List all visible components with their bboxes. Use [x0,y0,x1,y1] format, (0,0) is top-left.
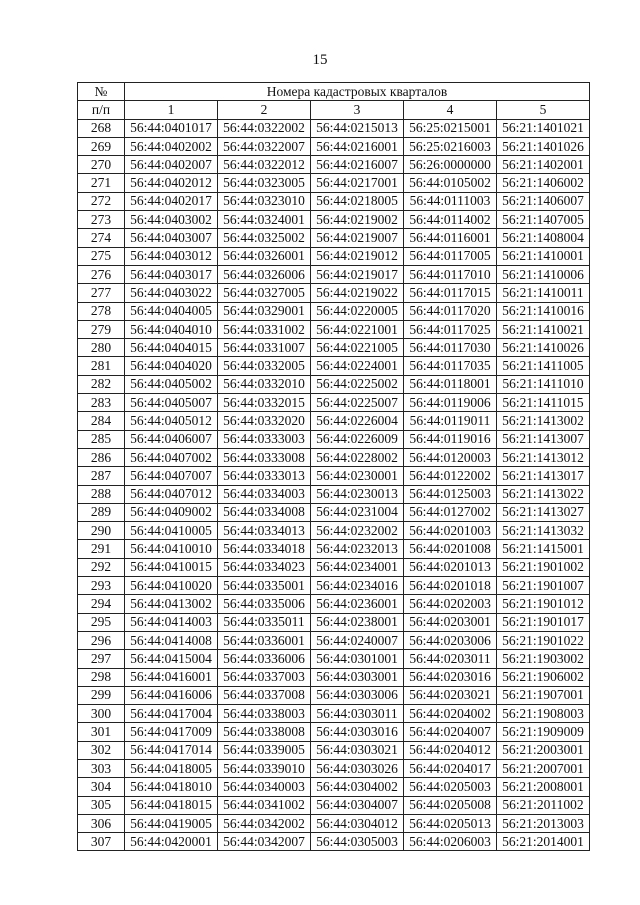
cadastral-number-cell: 56:21:2007001 [497,759,590,777]
cadastral-number-cell: 56:44:0402007 [125,156,218,174]
row-number-cell: 281 [78,357,125,375]
row-number-cell: 273 [78,211,125,229]
table-row [78,394,590,412]
cadastral-number-cell: 56:21:1410006 [497,265,590,283]
row-number-cell: 287 [78,467,125,485]
table-row [78,668,590,686]
header-num-symbol: № [78,83,125,101]
table-row [78,357,590,375]
row-number-cell: 301 [78,723,125,741]
cadastral-number-cell: 56:21:1408004 [497,229,590,247]
cadastral-number-cell: 56:25:0215001 [404,119,497,137]
cadastral-number-cell: 56:44:0201008 [404,540,497,558]
cadastral-number-cell: 56:44:0119011 [404,412,497,430]
cadastral-number-cell: 56:44:0407007 [125,467,218,485]
cadastral-number-cell: 56:44:0204012 [404,741,497,759]
cadastral-number-cell: 56:21:1901007 [497,577,590,595]
cadastral-number-cell: 56:44:0332020 [218,412,311,430]
cadastral-number-cell: 56:44:0234001 [311,558,404,576]
cadastral-number-cell: 56:44:0201013 [404,558,497,576]
table-row [78,741,590,759]
cadastral-number-cell: 56:44:0415004 [125,650,218,668]
row-number-cell: 288 [78,485,125,503]
table-row [78,265,590,283]
cadastral-number-cell: 56:44:0340003 [218,778,311,796]
cadastral-number-cell: 56:44:0403002 [125,211,218,229]
cadastral-number-cell: 56:44:0405002 [125,375,218,393]
cadastral-number-cell: 56:44:0336006 [218,650,311,668]
table-row [78,631,590,649]
cadastral-number-cell: 56:44:0232002 [311,522,404,540]
table-row [78,156,590,174]
cadastral-number-cell: 56:44:0111003 [404,192,497,210]
cadastral-number-cell: 56:44:0404020 [125,357,218,375]
cadastral-number-cell: 56:21:1901017 [497,613,590,631]
cadastral-number-cell: 56:44:0326001 [218,247,311,265]
cadastral-number-cell: 56:21:1908003 [497,705,590,723]
header-row-columns [78,101,590,119]
cadastral-number-cell: 56:44:0417009 [125,723,218,741]
row-number-cell: 272 [78,192,125,210]
cadastral-number-cell: 56:44:0339010 [218,759,311,777]
cadastral-number-cell: 56:44:0410015 [125,558,218,576]
table-row [78,650,590,668]
cadastral-number-cell: 56:21:1411010 [497,375,590,393]
row-number-cell: 305 [78,796,125,814]
cadastral-number-cell: 56:44:0118001 [404,375,497,393]
cadastral-number-cell: 56:44:0205008 [404,796,497,814]
table-row [78,759,590,777]
cadastral-number-cell: 56:44:0219002 [311,211,404,229]
cadastral-number-cell: 56:44:0304002 [311,778,404,796]
cadastral-number-cell: 56:44:0304012 [311,814,404,832]
cadastral-number-cell: 56:44:0203011 [404,650,497,668]
cadastral-number-cell: 56:44:0403022 [125,284,218,302]
row-number-cell: 283 [78,394,125,412]
table-row [78,686,590,704]
cadastral-number-cell: 56:21:1402001 [497,156,590,174]
cadastral-number-cell: 56:44:0234016 [311,577,404,595]
cadastral-number-cell: 56:44:0334023 [218,558,311,576]
cadastral-number-cell: 56:44:0413002 [125,595,218,613]
cadastral-number-cell: 56:44:0226004 [311,412,404,430]
row-number-cell: 293 [78,577,125,595]
cadastral-number-cell: 56:44:0405007 [125,394,218,412]
cadastral-number-cell: 56:21:1907001 [497,686,590,704]
cadastral-number-cell: 56:44:0116001 [404,229,497,247]
cadastral-number-cell: 56:44:0224001 [311,357,404,375]
cadastral-number-cell: 56:44:0337003 [218,668,311,686]
row-number-cell: 271 [78,174,125,192]
cadastral-number-cell: 56:44:0342007 [218,833,311,851]
cadastral-number-cell: 56:44:0336001 [218,631,311,649]
cadastral-number-cell: 56:44:0117015 [404,284,497,302]
cadastral-number-cell: 56:44:0221001 [311,320,404,338]
cadastral-number-cell: 56:44:0335006 [218,595,311,613]
row-number-cell: 277 [78,284,125,302]
cadastral-number-cell: 56:21:2011002 [497,796,590,814]
cadastral-number-cell: 56:44:0205013 [404,814,497,832]
cadastral-number-cell: 56:44:0401017 [125,119,218,137]
table-row [78,375,590,393]
table-row [78,247,590,265]
cadastral-number-cell: 56:44:0204017 [404,759,497,777]
header-col-5: 5 [497,101,590,119]
row-number-cell: 290 [78,522,125,540]
cadastral-number-cell: 56:44:0202003 [404,595,497,613]
row-number-cell: 306 [78,814,125,832]
cadastral-number-cell: 56:21:2014001 [497,833,590,851]
table-row [78,339,590,357]
cadastral-number-cell: 56:21:2003001 [497,741,590,759]
cadastral-number-cell: 56:44:0334008 [218,503,311,521]
cadastral-number-cell: 56:21:1411015 [497,394,590,412]
cadastral-number-cell: 56:44:0120003 [404,448,497,466]
cadastral-number-cell: 56:21:1410021 [497,320,590,338]
cadastral-number-cell: 56:44:0404010 [125,320,218,338]
cadastral-number-cell: 56:21:1413027 [497,503,590,521]
cadastral-number-cell: 56:44:0410005 [125,522,218,540]
cadastral-number-cell: 56:44:0332010 [218,375,311,393]
row-number-cell: 299 [78,686,125,704]
cadastral-number-cell: 56:44:0219017 [311,265,404,283]
cadastral-number-cell: 56:44:0325002 [218,229,311,247]
table-row [78,796,590,814]
cadastral-number-cell: 56:44:0417014 [125,741,218,759]
cadastral-number-cell: 56:44:0335001 [218,577,311,595]
cadastral-number-cell: 56:21:1901002 [497,558,590,576]
cadastral-number-cell: 56:44:0333013 [218,467,311,485]
table-row [78,412,590,430]
cadastral-number-cell: 56:26:0000000 [404,156,497,174]
table-row [78,833,590,851]
cadastral-number-cell: 56:44:0217001 [311,174,404,192]
row-number-cell: 296 [78,631,125,649]
table-row [78,723,590,741]
cadastral-number-cell: 56:21:1411005 [497,357,590,375]
cadastral-number-cell: 56:44:0331007 [218,339,311,357]
cadastral-number-cell: 56:44:0407012 [125,485,218,503]
cadastral-number-cell: 56:44:0203016 [404,668,497,686]
cadastral-number-cell: 56:21:1413017 [497,467,590,485]
cadastral-number-cell: 56:44:0117010 [404,265,497,283]
cadastral-number-cell: 56:21:1407005 [497,211,590,229]
cadastral-number-cell: 56:21:2008001 [497,778,590,796]
table-row [78,211,590,229]
cadastral-blocks-table [77,82,590,851]
cadastral-number-cell: 56:44:0322012 [218,156,311,174]
cadastral-number-cell: 56:44:0404015 [125,339,218,357]
row-number-cell: 280 [78,339,125,357]
row-number-cell: 303 [78,759,125,777]
cadastral-number-cell: 56:21:1410026 [497,339,590,357]
cadastral-number-cell: 56:44:0231004 [311,503,404,521]
cadastral-number-cell: 56:44:0304007 [311,796,404,814]
row-number-cell: 294 [78,595,125,613]
table-row [78,302,590,320]
table-row [78,814,590,832]
cadastral-number-cell: 56:44:0327005 [218,284,311,302]
cadastral-number-cell: 56:44:0414008 [125,631,218,649]
cadastral-number-cell: 56:44:0205003 [404,778,497,796]
row-number-cell: 270 [78,156,125,174]
row-number-cell: 268 [78,119,125,137]
row-number-cell: 275 [78,247,125,265]
cadastral-number-cell: 56:44:0403012 [125,247,218,265]
cadastral-number-cell: 56:44:0219007 [311,229,404,247]
cadastral-number-cell: 56:44:0333008 [218,448,311,466]
table-row [78,705,590,723]
cadastral-number-cell: 56:21:1903002 [497,650,590,668]
cadastral-number-cell: 56:44:0125003 [404,485,497,503]
cadastral-number-cell: 56:44:0334003 [218,485,311,503]
cadastral-number-cell: 56:44:0303016 [311,723,404,741]
cadastral-number-cell: 56:44:0303001 [311,668,404,686]
cadastral-number-cell: 56:44:0225007 [311,394,404,412]
cadastral-number-cell: 56:44:0303026 [311,759,404,777]
cadastral-number-cell: 56:44:0402002 [125,137,218,155]
cadastral-number-cell: 56:44:0416001 [125,668,218,686]
cadastral-number-cell: 56:21:1413022 [497,485,590,503]
cadastral-number-cell: 56:44:0122002 [404,467,497,485]
header-col-3: 3 [311,101,404,119]
row-number-cell: 282 [78,375,125,393]
table-row [78,522,590,540]
cadastral-number-cell: 56:44:0203021 [404,686,497,704]
cadastral-number-cell: 56:21:1413032 [497,522,590,540]
cadastral-number-cell: 56:44:0225002 [311,375,404,393]
cadastral-number-cell: 56:21:1413012 [497,448,590,466]
cadastral-number-cell: 56:44:0232013 [311,540,404,558]
cadastral-number-cell: 56:44:0117005 [404,247,497,265]
row-number-cell: 274 [78,229,125,247]
cadastral-number-cell: 56:44:0127002 [404,503,497,521]
table-row [78,192,590,210]
cadastral-number-cell: 56:21:1401021 [497,119,590,137]
cadastral-number-cell: 56:44:0414003 [125,613,218,631]
table-row [78,485,590,503]
cadastral-number-cell: 56:21:1410001 [497,247,590,265]
table-row [78,320,590,338]
cadastral-number-cell: 56:44:0329001 [218,302,311,320]
cadastral-number-cell: 56:44:0303011 [311,705,404,723]
cadastral-number-cell: 56:44:0338003 [218,705,311,723]
cadastral-number-cell: 56:44:0215013 [311,119,404,137]
cadastral-number-cell: 56:44:0404005 [125,302,218,320]
table-row [78,558,590,576]
cadastral-number-cell: 56:44:0419005 [125,814,218,832]
cadastral-number-cell: 56:21:2013003 [497,814,590,832]
cadastral-number-cell: 56:21:1909009 [497,723,590,741]
cadastral-number-cell: 56:44:0324001 [218,211,311,229]
row-number-cell: 307 [78,833,125,851]
cadastral-number-cell: 56:44:0305003 [311,833,404,851]
cadastral-number-cell: 56:44:0334018 [218,540,311,558]
cadastral-number-cell: 56:44:0203001 [404,613,497,631]
cadastral-number-cell: 56:44:0201003 [404,522,497,540]
table-row [78,467,590,485]
header-num-sub: п/п [78,101,125,119]
row-number-cell: 300 [78,705,125,723]
cadastral-number-cell: 56:44:0230013 [311,485,404,503]
cadastral-number-cell: 56:21:1901022 [497,631,590,649]
cadastral-number-cell: 56:44:0402017 [125,192,218,210]
cadastral-number-cell: 56:44:0303006 [311,686,404,704]
cadastral-number-cell: 56:21:1413007 [497,430,590,448]
cadastral-number-cell: 56:21:1406007 [497,192,590,210]
table-row [78,577,590,595]
row-number-cell: 292 [78,558,125,576]
cadastral-number-cell: 56:44:0201018 [404,577,497,595]
cadastral-number-cell: 56:44:0407002 [125,448,218,466]
cadastral-number-cell: 56:44:0203006 [404,631,497,649]
cadastral-number-cell: 56:44:0204002 [404,705,497,723]
cadastral-number-cell: 56:44:0418015 [125,796,218,814]
table-row [78,778,590,796]
cadastral-number-cell: 56:44:0403017 [125,265,218,283]
cadastral-number-cell: 56:44:0322007 [218,137,311,155]
table-row [78,284,590,302]
table-row [78,137,590,155]
table-row [78,430,590,448]
cadastral-number-cell: 56:44:0117030 [404,339,497,357]
cadastral-number-cell: 56:21:1901012 [497,595,590,613]
cadastral-number-cell: 56:44:0418005 [125,759,218,777]
cadastral-number-cell: 56:44:0335011 [218,613,311,631]
cadastral-number-cell: 56:44:0409002 [125,503,218,521]
cadastral-number-cell: 56:44:0206003 [404,833,497,851]
cadastral-number-cell: 56:44:0334013 [218,522,311,540]
cadastral-number-cell: 56:44:0417004 [125,705,218,723]
table-row [78,229,590,247]
cadastral-number-cell: 56:44:0117020 [404,302,497,320]
header-col-4: 4 [404,101,497,119]
cadastral-number-cell: 56:44:0410020 [125,577,218,595]
cadastral-number-cell: 56:44:0117025 [404,320,497,338]
cadastral-number-cell: 56:44:0114002 [404,211,497,229]
table-row [78,119,590,137]
cadastral-number-cell: 56:44:0221005 [311,339,404,357]
cadastral-number-cell: 56:44:0105002 [404,174,497,192]
cadastral-number-cell: 56:44:0236001 [311,595,404,613]
table-row [78,503,590,521]
cadastral-number-cell: 56:44:0238001 [311,613,404,631]
header-group-title: Номера кадастровых кварталов [125,83,590,101]
cadastral-number-cell: 56:44:0119016 [404,430,497,448]
row-number-cell: 278 [78,302,125,320]
row-number-cell: 276 [78,265,125,283]
row-number-cell: 304 [78,778,125,796]
cadastral-number-cell: 56:44:0405012 [125,412,218,430]
row-number-cell: 302 [78,741,125,759]
cadastral-number-cell: 56:44:0303021 [311,741,404,759]
cadastral-number-cell: 56:44:0338008 [218,723,311,741]
cadastral-number-cell: 56:44:0332015 [218,394,311,412]
cadastral-number-cell: 56:44:0216001 [311,137,404,155]
cadastral-number-cell: 56:21:1410011 [497,284,590,302]
cadastral-number-cell: 56:44:0219022 [311,284,404,302]
cadastral-number-cell: 56:44:0240007 [311,631,404,649]
table-row [78,540,590,558]
row-number-cell: 297 [78,650,125,668]
cadastral-number-cell: 56:44:0326006 [218,265,311,283]
cadastral-number-cell: 56:44:0337008 [218,686,311,704]
cadastral-number-cell: 56:44:0331002 [218,320,311,338]
cadastral-number-cell: 56:21:1415001 [497,540,590,558]
cadastral-number-cell: 56:21:1413002 [497,412,590,430]
cadastral-number-cell: 56:44:0403007 [125,229,218,247]
cadastral-number-cell: 56:44:0228002 [311,448,404,466]
cadastral-number-cell: 56:21:1906002 [497,668,590,686]
row-number-cell: 284 [78,412,125,430]
cadastral-number-cell: 56:44:0117035 [404,357,497,375]
row-number-cell: 298 [78,668,125,686]
cadastral-number-cell: 56:44:0226009 [311,430,404,448]
cadastral-number-cell: 56:44:0341002 [218,796,311,814]
cadastral-number-cell: 56:44:0119006 [404,394,497,412]
cadastral-number-cell: 56:44:0323005 [218,174,311,192]
table-row [78,174,590,192]
row-number-cell: 279 [78,320,125,338]
table-row [78,448,590,466]
cadastral-number-cell: 56:44:0418010 [125,778,218,796]
table-body [78,119,590,851]
row-number-cell: 286 [78,448,125,466]
cadastral-number-cell: 56:44:0219012 [311,247,404,265]
cadastral-number-cell: 56:44:0204007 [404,723,497,741]
cadastral-number-cell: 56:44:0333003 [218,430,311,448]
cadastral-number-cell: 56:25:0216003 [404,137,497,155]
row-number-cell: 269 [78,137,125,155]
cadastral-number-cell: 56:44:0230001 [311,467,404,485]
row-number-cell: 289 [78,503,125,521]
cadastral-number-cell: 56:44:0420001 [125,833,218,851]
table-row [78,595,590,613]
cadastral-number-cell: 56:44:0342002 [218,814,311,832]
cadastral-number-cell: 56:44:0339005 [218,741,311,759]
cadastral-number-cell: 56:21:1401026 [497,137,590,155]
table-row [78,613,590,631]
cadastral-number-cell: 56:44:0220005 [311,302,404,320]
cadastral-number-cell: 56:44:0322002 [218,119,311,137]
cadastral-number-cell: 56:44:0301001 [311,650,404,668]
row-number-cell: 291 [78,540,125,558]
row-number-cell: 295 [78,613,125,631]
header-row-top [78,83,590,101]
page-number: 15 [312,52,328,68]
row-number-cell: 285 [78,430,125,448]
cadastral-number-cell: 56:44:0410010 [125,540,218,558]
cadastral-number-cell: 56:44:0218005 [311,192,404,210]
cadastral-number-cell: 56:21:1410016 [497,302,590,320]
cadastral-number-cell: 56:44:0406007 [125,430,218,448]
cadastral-number-cell: 56:44:0323010 [218,192,311,210]
cadastral-number-cell: 56:44:0332005 [218,357,311,375]
cadastral-number-cell: 56:44:0416006 [125,686,218,704]
cadastral-number-cell: 56:44:0216007 [311,156,404,174]
cadastral-number-cell: 56:21:1406002 [497,174,590,192]
header-col-2: 2 [218,101,311,119]
header-col-1: 1 [125,101,218,119]
cadastral-number-cell: 56:44:0402012 [125,174,218,192]
